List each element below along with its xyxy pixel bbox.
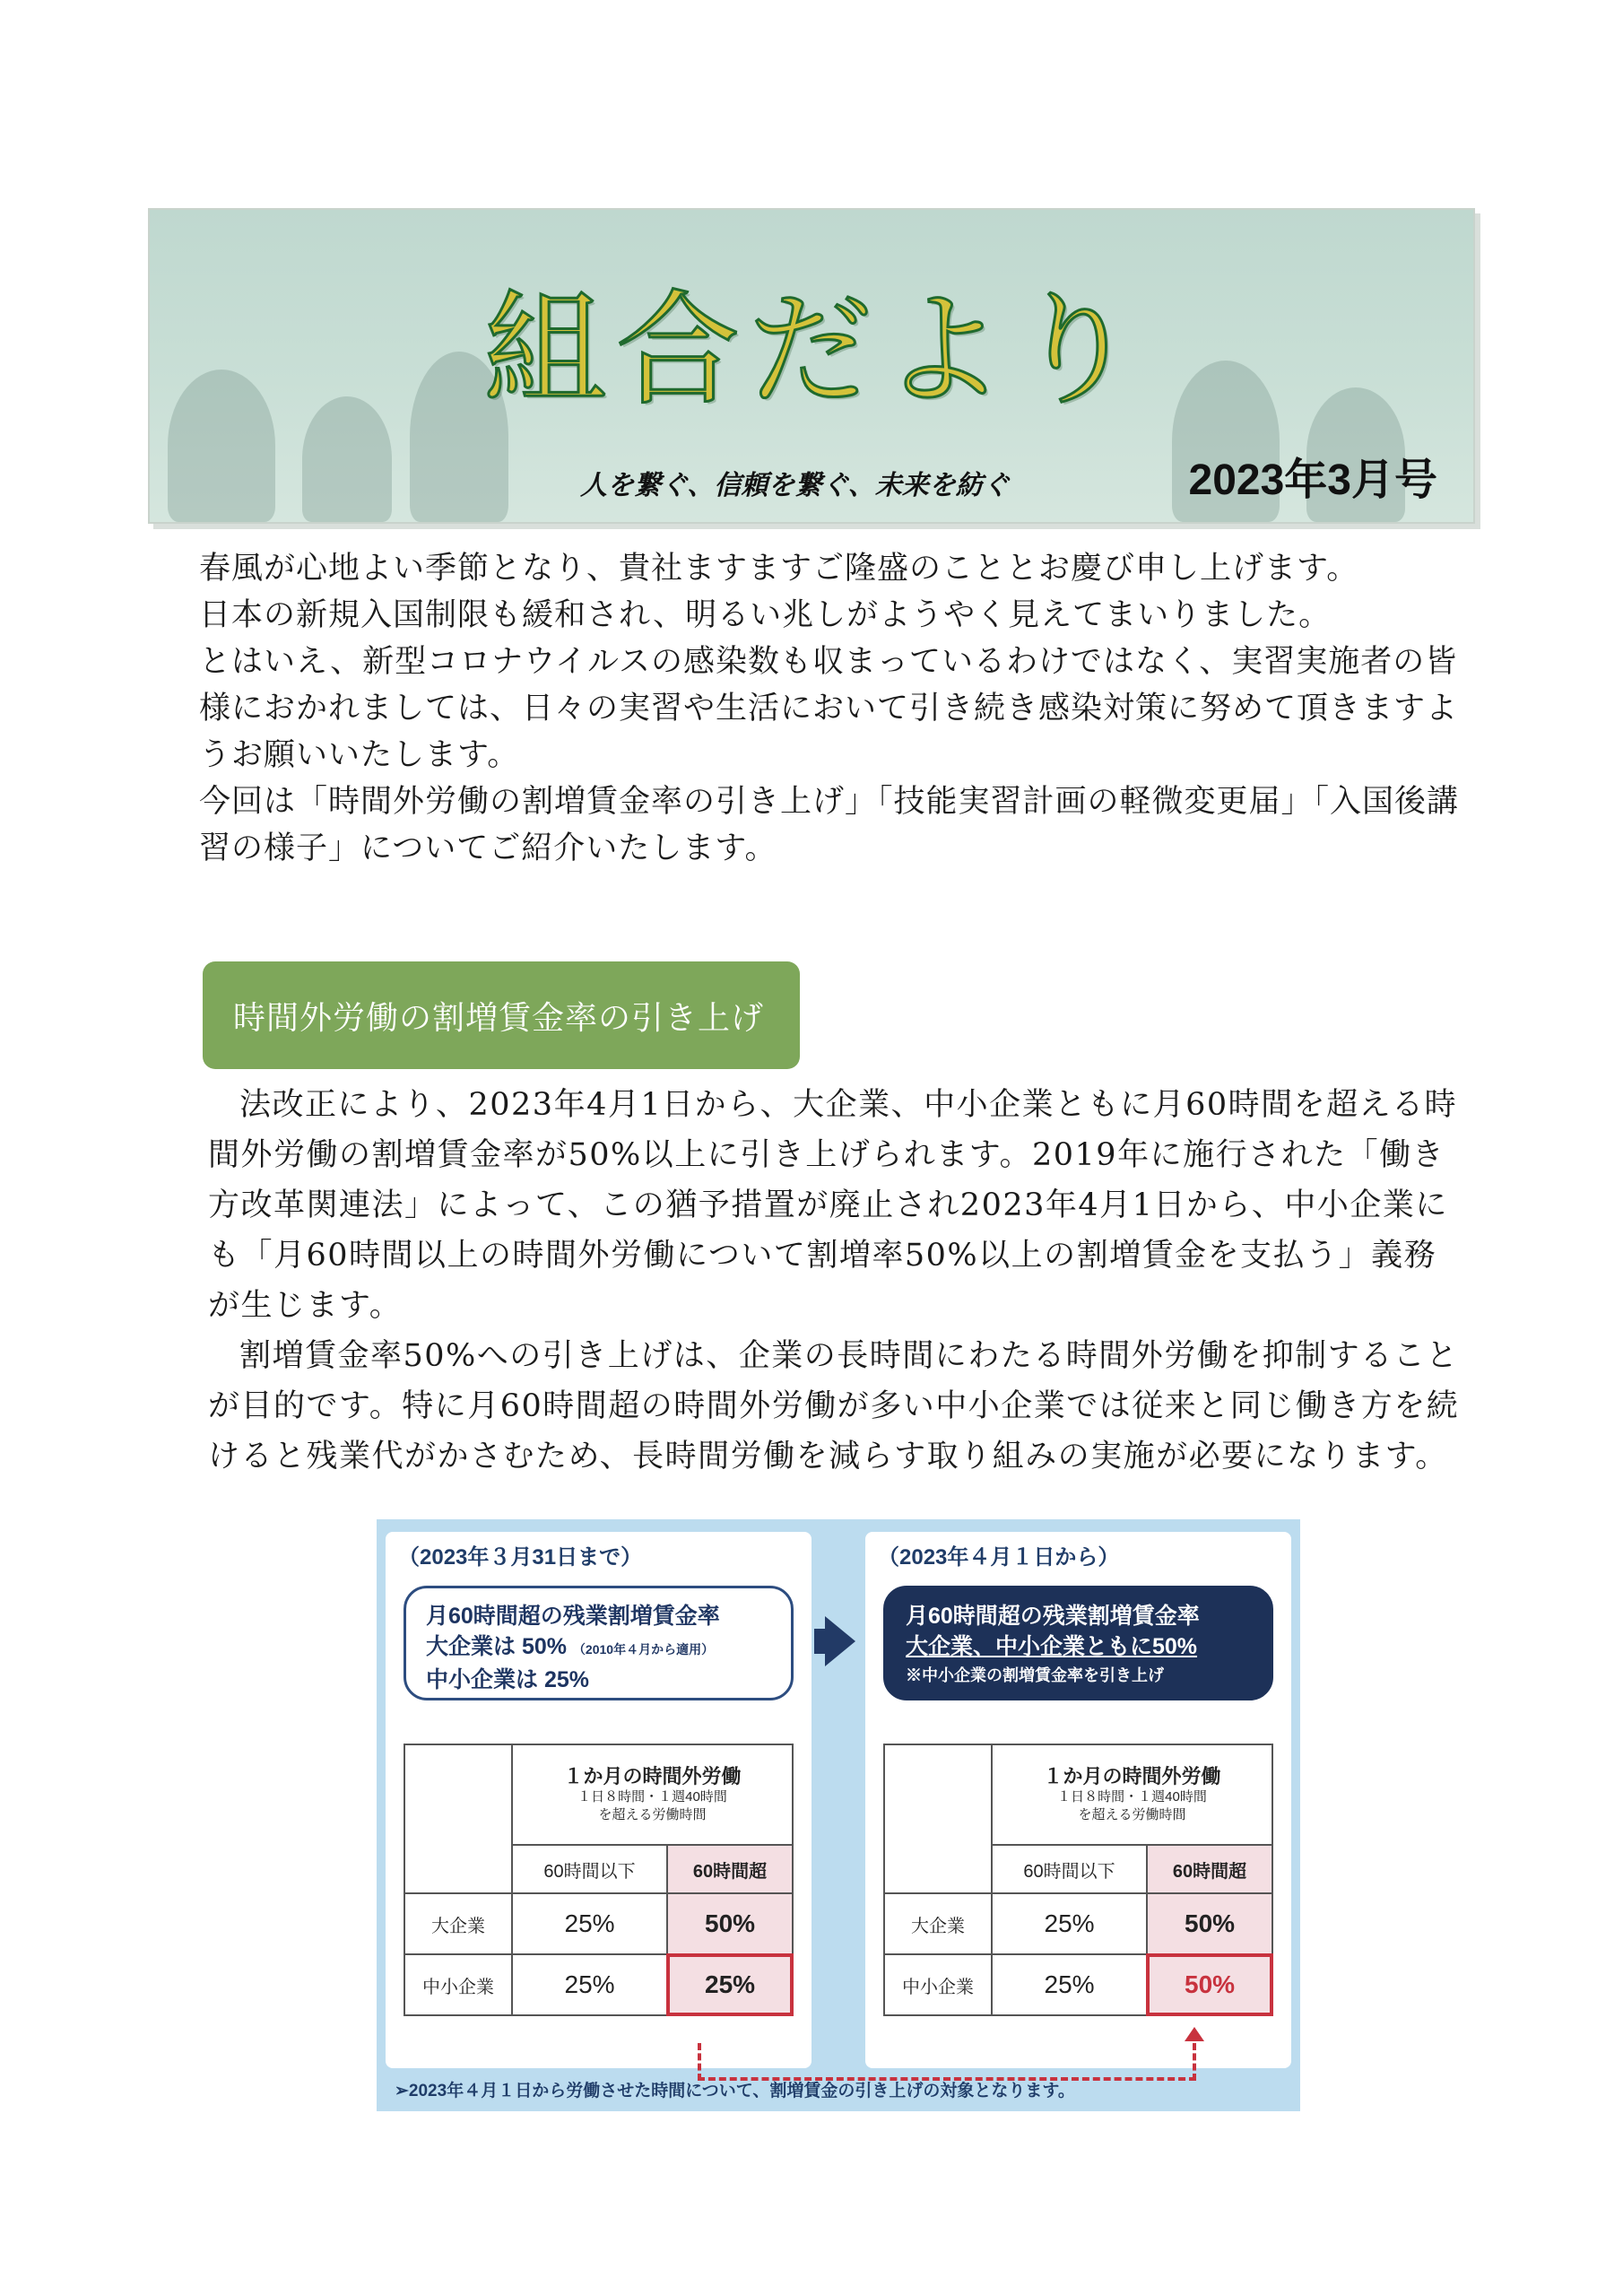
table-corner-cell bbox=[404, 1744, 512, 1893]
row-sme: 中小企業 bbox=[884, 1954, 992, 2015]
table-header-title: １か月の時間外労働 bbox=[1043, 1765, 1221, 1787]
cell-value: 50% bbox=[1147, 1893, 1272, 1954]
before-rate-title: 月60時間超の残業割増賃金率 bbox=[426, 1604, 720, 1629]
intro-paragraph: 日本の新規入国制限も緩和され、明るい兆しがようやく見えてまいりました。 bbox=[199, 597, 1332, 633]
table-header bbox=[992, 1744, 1272, 1845]
article-paragraph: 割増賃金率50%への引き上げは、企業の長時間にわたる時間外労働を抑制することが目的です。特に月60時間超の時間外労働が多い中小企業では従来と同じ働き方を続けると残業代がかさむため、長時間労働を減らす取り組みの実施が必要になります。 bbox=[208, 1338, 1460, 1474]
intro-paragraph: 今回は「時間外労働の割増賃金率の引き上げ」「技能実習計画の軽微変更届」「入国後講習の様子」についてご紹介いたします。 bbox=[199, 784, 1460, 866]
dashed-connector bbox=[698, 2043, 1196, 2081]
infographic-footnote: ➢2023年４月１日から労働させた時間について、割増賃金の引き上げの対象となります。 bbox=[395, 2082, 1075, 2100]
newsletter-title: 組合だより bbox=[483, 278, 1148, 422]
after-rate-note: ※中小企業の割増賃金率を引き上げ bbox=[906, 1666, 1164, 1684]
overtime-rate-infographic bbox=[377, 1519, 1300, 2111]
after-panel bbox=[865, 1532, 1291, 2068]
cell-value: 25% bbox=[992, 1954, 1147, 2015]
article-paragraph: 法改正により、2023年4月1日から、大企業、中小企業ともに月60時間を超える時間外労働の割増賃金率が50%以上に引き上げられます。2019年に施行された「働き方改革関連法」によって、この猶予措置が廃止され2023年4月1日から、中小企業にも「月60時間以上の時間外労働について割増率50%以上の割増賃金を支払う」義務が生じます。 bbox=[208, 1087, 1458, 1324]
table-corner-cell bbox=[884, 1744, 992, 1893]
silhouette-figure bbox=[168, 370, 275, 522]
after-heading: （2023年４月１日から） bbox=[878, 1545, 1120, 1570]
row-sme: 中小企業 bbox=[404, 1954, 512, 2015]
before-rate-table bbox=[404, 1744, 794, 2016]
before-rate-large-text: 大企業は 50% bbox=[426, 1634, 567, 1659]
cell-value: 25% bbox=[512, 1954, 667, 2015]
tagline: 人を繋ぐ、信頼を繋ぐ、未来を紡ぐ bbox=[580, 470, 1010, 501]
table-header-sub1: １日８時間・１週40時間 bbox=[1057, 1789, 1207, 1805]
before-rate-large-note: （2010年４月から適用） bbox=[572, 1642, 715, 1657]
cell-value: 25% bbox=[512, 1893, 667, 1954]
section-heading: 時間外労働の割増賃金率の引き上げ bbox=[203, 961, 800, 1069]
table-header-sub1: １日８時間・１週40時間 bbox=[577, 1789, 727, 1805]
header-banner bbox=[148, 208, 1475, 524]
col-under-60: 60時間以下 bbox=[992, 1845, 1147, 1893]
issue-date: 2023年3月号 bbox=[1188, 457, 1437, 504]
silhouette-figure bbox=[302, 396, 392, 522]
table-header bbox=[512, 1744, 793, 1845]
table-header-sub2: を超える労働時間 bbox=[1078, 1807, 1186, 1822]
before-heading: （2023年３月31日まで） bbox=[398, 1545, 643, 1570]
before-rate-large bbox=[426, 1631, 771, 1665]
intro-paragraph: 春風が心地よい季節となり、貴社ますますご隆盛のこととお慶び申し上げます。 bbox=[199, 551, 1359, 587]
after-rate-title: 月60時間超の残業割増賃金率 bbox=[906, 1604, 1200, 1629]
article-body bbox=[208, 1080, 1463, 1482]
after-rate-table bbox=[883, 1744, 1273, 2016]
row-large-company: 大企業 bbox=[884, 1893, 992, 1954]
col-over-60: 60時間超 bbox=[667, 1845, 793, 1893]
right-arrow-icon bbox=[825, 1616, 855, 1666]
col-over-60: 60時間超 bbox=[1147, 1845, 1272, 1893]
after-rate-all: 大企業、中小企業ともに50% bbox=[906, 1634, 1198, 1659]
before-rate-box bbox=[404, 1586, 794, 1700]
intro-paragraph: とはいえ、新型コロナウイルスの感染数も収まっているわけではなく、実習実施者の皆様におかれましては、日々の実習や生活において引き続き感染対策に努めて頂きますようお願いいたします。 bbox=[199, 644, 1459, 773]
row-large-company: 大企業 bbox=[404, 1893, 512, 1954]
cell-value: 50% bbox=[667, 1893, 793, 1954]
up-arrow-icon bbox=[1185, 2027, 1204, 2041]
before-rate-sme: 中小企業は 25% bbox=[426, 1667, 589, 1692]
table-header-title: １か月の時間外労働 bbox=[563, 1765, 742, 1787]
cell-value: 25% bbox=[992, 1893, 1147, 1954]
cell-value-highlight: 25% bbox=[667, 1954, 793, 2015]
after-rate-box bbox=[883, 1586, 1273, 1700]
intro-text bbox=[199, 545, 1481, 872]
col-under-60: 60時間以下 bbox=[512, 1845, 667, 1893]
table-header-sub2: を超える労働時間 bbox=[598, 1807, 707, 1822]
cell-value-highlight: 50% bbox=[1147, 1954, 1272, 2015]
before-panel bbox=[386, 1532, 812, 2068]
